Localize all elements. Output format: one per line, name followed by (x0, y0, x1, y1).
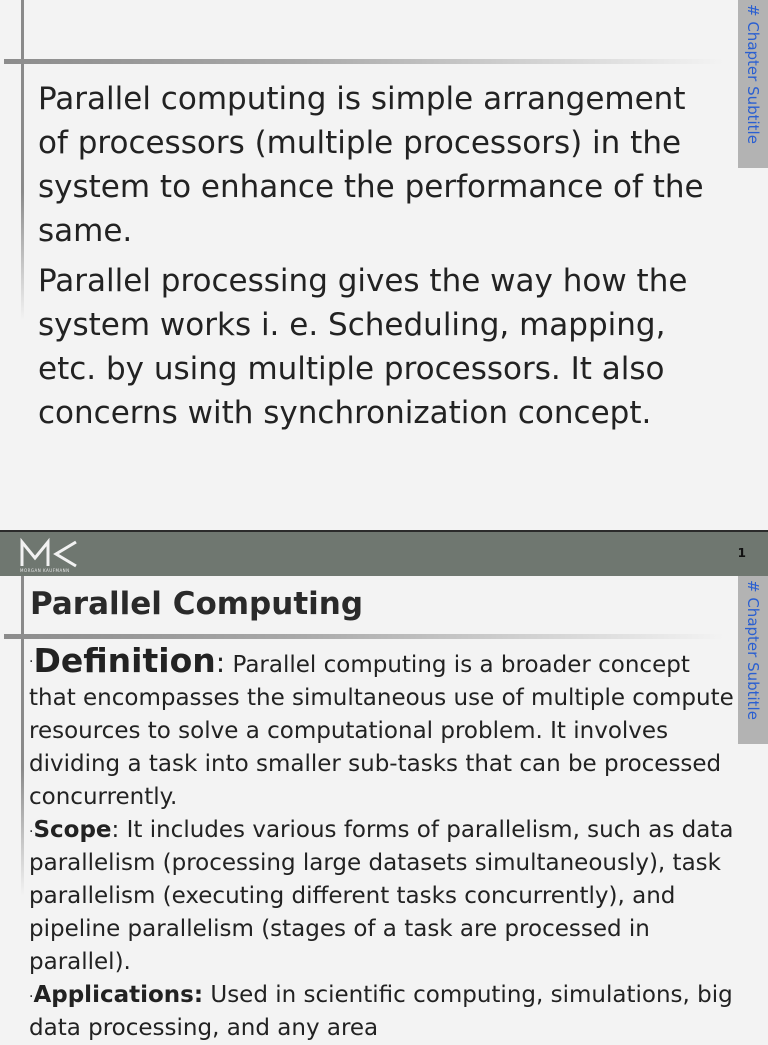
definition-text: Parallel computing is a broader concept that encompasses the simultaneous use of multiple compute resources to solve a computational problem. It involves dividing a task into smaller sub-tasks that can be processed concurrently. (29, 652, 734, 810)
definition-bullet (29, 641, 741, 814)
applications-term: Applications: (33, 982, 204, 1008)
chapter-subtitle-tab (738, 0, 768, 168)
page-number: 1 (737, 546, 746, 560)
definition-term: Definition (33, 641, 216, 680)
slide-2-body (29, 641, 741, 1045)
horizontal-rule (4, 59, 724, 64)
scope-bullet (29, 814, 741, 979)
logo-subtext: MORGAN KAUFMANN (20, 568, 70, 573)
slide-2 (0, 576, 768, 1041)
bullet-dot: · (29, 654, 34, 670)
horizontal-rule (4, 634, 724, 639)
vertical-rule (21, 0, 24, 320)
slide-1-body (38, 77, 718, 441)
slide-1-paragraph: Parallel processing gives the way how the system works i. e. Scheduling, mapping, etc. by using multiple processors. It also concerns with synchronization concept. (38, 263, 688, 431)
chapter-subtitle-tab (738, 576, 768, 744)
chapter-subtitle-text: # Chapter Subtitle (744, 4, 762, 144)
vertical-rule (21, 576, 24, 896)
scope-term: Scope (33, 817, 112, 843)
bullet-dot: · (29, 824, 34, 840)
definition-separator: : (215, 646, 226, 679)
scope-text: : It includes various forms of parallelism, such as data parallelism (processing large datasets simultaneously), task parallelism (executing different tasks concurrently), and pipeline parallelism (stages of a task are processed in parallel). (29, 817, 734, 975)
slide-title: Parallel Computing (30, 586, 364, 622)
bullet-dot: · (29, 989, 34, 1005)
applications-bullet (29, 979, 741, 1045)
slide-1-paragraph: Parallel computing is simple arrangement of processors (multiple processors) in the system to enhance the performance of the same. (38, 81, 704, 249)
chapter-subtitle-text: # Chapter Subtitle (744, 580, 762, 720)
slide-footer (0, 530, 768, 576)
applications-text: Used in scientific computing, simulations, big data processing, and any area (29, 982, 733, 1041)
mk-logo (20, 538, 80, 572)
